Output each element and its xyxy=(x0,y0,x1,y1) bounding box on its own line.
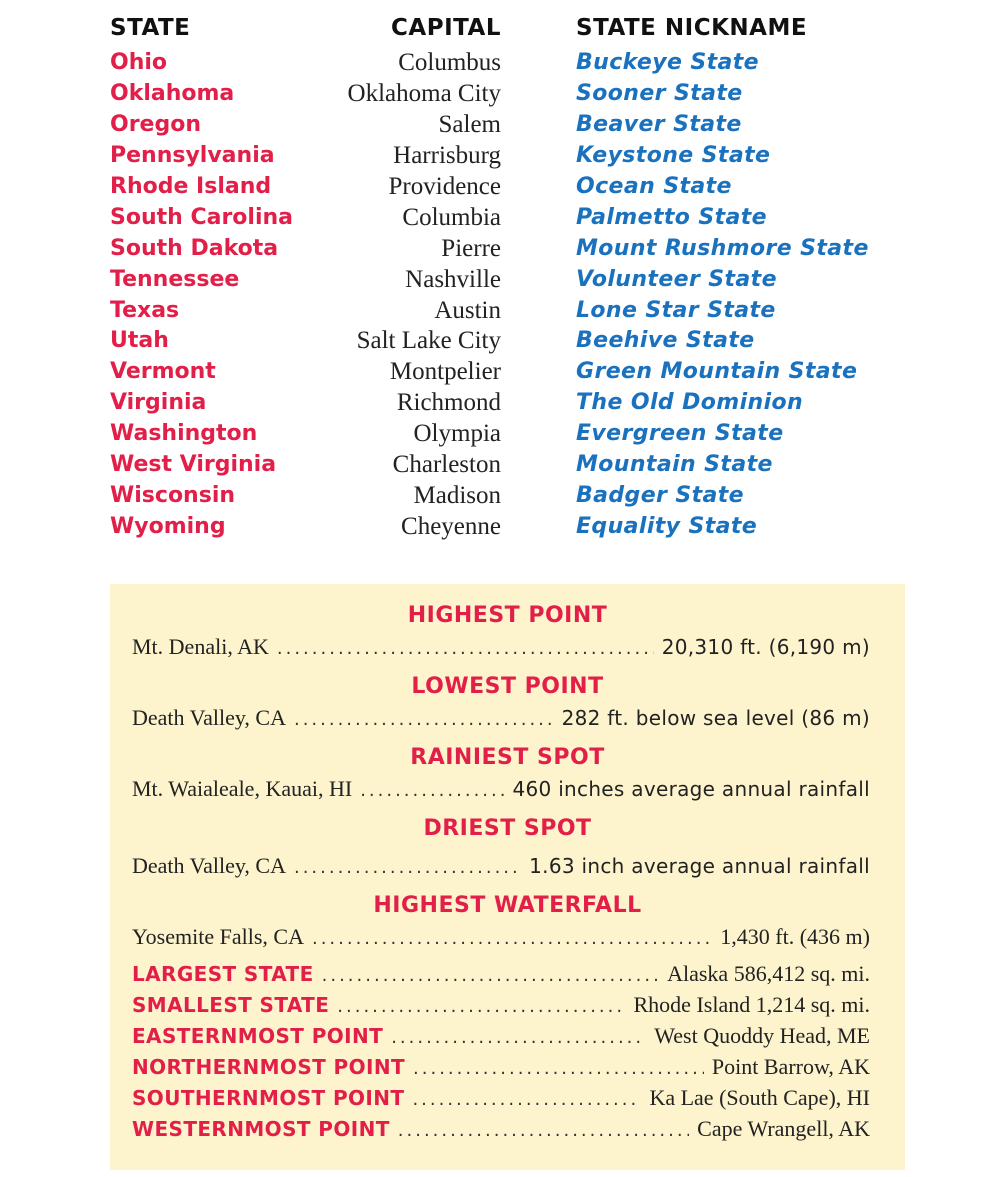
state-capital: Madison xyxy=(413,482,501,510)
largest-state-value: Alaska 586,412 sq. mi. xyxy=(667,961,870,986)
northernmost-point-value: Point Barrow, AK xyxy=(711,1054,870,1079)
state-capital: Columbus xyxy=(398,49,501,76)
rainiest-spot-value: 460 inches average annual rainfall xyxy=(512,777,870,801)
state-name: Vermont xyxy=(110,359,216,385)
highest-waterfall-place: Yosemite Falls, CA xyxy=(132,924,304,949)
state-capital: Oklahoma City xyxy=(347,79,501,107)
table-row xyxy=(0,356,1000,387)
table-row xyxy=(0,449,1000,480)
highest-point-line xyxy=(132,634,870,664)
state-nickname: Lone Star State xyxy=(576,297,776,323)
highest-point-title: HIGHEST POINT xyxy=(407,603,608,628)
driest-spot-title: DRIEST SPOT xyxy=(423,816,592,841)
table-row xyxy=(0,387,1000,418)
state-name: Oregon xyxy=(110,111,201,137)
state-name: Ohio xyxy=(110,50,168,75)
state-nickname: Ocean State xyxy=(576,173,732,199)
rainiest-spot-line xyxy=(132,776,870,806)
westernmost-point-line xyxy=(132,1116,870,1146)
state-capital: Nashville xyxy=(405,265,501,293)
table-row xyxy=(0,109,1000,140)
dot-leader xyxy=(312,924,712,954)
state-capital: Austin xyxy=(434,296,501,324)
table-row xyxy=(0,295,1000,326)
dot-leader xyxy=(337,992,625,1022)
rainiest-spot-title: RAINIEST SPOT xyxy=(410,745,605,770)
dot-leader xyxy=(277,634,654,664)
table-row xyxy=(0,140,1000,171)
state-capital: Olympia xyxy=(413,420,501,448)
table-row xyxy=(0,78,1000,109)
dot-leader xyxy=(322,961,659,991)
driest-spot-value: 1.63 inch average annual rainfall xyxy=(529,854,870,878)
state-table xyxy=(0,47,1000,542)
dot-leader xyxy=(391,1023,646,1053)
largest-state-line xyxy=(132,961,870,991)
state-capital: Providence xyxy=(388,172,501,200)
state-name: Utah xyxy=(110,328,169,354)
state-nickname: Green Mountain State xyxy=(576,359,858,385)
lowest-point-value: 282 ft. below sea level (86 m) xyxy=(561,706,870,730)
northernmost-point-label: NORTHERNMOST POINT xyxy=(132,1055,406,1079)
driest-spot-place: Death Valley, CA xyxy=(132,853,286,878)
smallest-state-line xyxy=(132,992,870,1022)
table-row xyxy=(0,47,1000,78)
state-name: Oklahoma xyxy=(110,80,235,106)
state-name: South Dakota xyxy=(110,235,279,261)
state-name: Rhode Island xyxy=(110,173,272,199)
state-capital: Harrisburg xyxy=(393,141,501,169)
header-state: STATE xyxy=(110,15,191,41)
largest-state-label: LARGEST STATE xyxy=(132,962,314,986)
driest-spot-line xyxy=(132,853,870,883)
state-nickname: Buckeye State xyxy=(576,50,760,75)
state-name: South Carolina xyxy=(110,204,294,230)
dot-leader xyxy=(294,853,521,883)
state-nickname: Sooner State xyxy=(576,80,743,106)
table-row xyxy=(0,511,1000,542)
state-name: West Virginia xyxy=(110,452,277,478)
state-name: Tennessee xyxy=(110,266,240,292)
state-nickname: Keystone State xyxy=(576,142,771,168)
easternmost-point-label: EASTERNMOST POINT xyxy=(132,1024,384,1048)
highest-waterfall-title: HIGHEST WATERFALL xyxy=(373,893,642,918)
smallest-state-label: SMALLEST STATE xyxy=(132,993,330,1017)
dot-leader xyxy=(360,776,504,806)
state-nickname: Badger State xyxy=(576,483,744,509)
highest-waterfall-value: 1,430 ft. (436 m) xyxy=(720,924,870,949)
dot-leader xyxy=(412,1085,641,1115)
table-header xyxy=(0,12,1000,44)
easternmost-point-value: West Quoddy Head, ME xyxy=(654,1023,870,1048)
southernmost-point-value: Ka Lae (South Cape), HI xyxy=(649,1085,870,1110)
state-nickname: Beehive State xyxy=(576,328,755,354)
smallest-state-value: Rhode Island 1,214 sq. mi. xyxy=(633,992,870,1017)
state-name: Texas xyxy=(110,297,180,323)
state-nickname: Evergreen State xyxy=(576,421,784,447)
state-nickname: Beaver State xyxy=(576,111,742,137)
highest-waterfall-line xyxy=(132,924,870,954)
southernmost-point-label: SOUTHERNMOST POINT xyxy=(132,1086,405,1110)
highest-point-value: 20,310 ft. (6,190 m) xyxy=(661,635,870,659)
state-capital: Columbia xyxy=(402,203,501,231)
table-row xyxy=(0,418,1000,449)
table-row xyxy=(0,233,1000,264)
westernmost-point-label: WESTERNMOST POINT xyxy=(132,1117,390,1141)
lowest-point-line xyxy=(132,705,870,735)
header-capital: CAPITAL xyxy=(391,15,501,41)
state-nickname: Mountain State xyxy=(576,452,773,478)
state-name: Pennsylvania xyxy=(110,142,275,168)
state-capital: Montpelier xyxy=(389,358,501,386)
state-capital: Cheyenne xyxy=(401,513,501,541)
westernmost-point-value: Cape Wrangell, AK xyxy=(697,1116,870,1141)
easternmost-point-line xyxy=(132,1023,870,1053)
state-nickname: Volunteer State xyxy=(576,266,777,292)
table-row xyxy=(0,325,1000,356)
rainiest-spot-place: Mt. Waialeale, Kauai, HI xyxy=(132,776,353,801)
table-row xyxy=(0,480,1000,511)
state-capital: Richmond xyxy=(396,389,501,417)
table-row xyxy=(0,202,1000,233)
state-nickname: Palmetto State xyxy=(576,204,767,230)
state-capital: Salem xyxy=(438,110,501,138)
state-capital: Salt Lake City xyxy=(356,327,501,355)
dot-leader xyxy=(398,1116,689,1146)
state-name: Wyoming xyxy=(110,514,226,540)
northernmost-point-line xyxy=(132,1054,870,1084)
state-name: Virginia xyxy=(110,390,207,416)
state-name: Wisconsin xyxy=(110,483,236,509)
geography-facts-box xyxy=(110,584,905,1170)
state-capital: Pierre xyxy=(441,234,501,262)
table-row xyxy=(0,264,1000,295)
southernmost-point-line xyxy=(132,1085,870,1115)
header-nickname: STATE NICKNAME xyxy=(576,15,808,41)
state-nickname: Mount Rushmore State xyxy=(576,235,869,261)
state-capital: Charleston xyxy=(392,451,501,479)
state-nickname: The Old Dominion xyxy=(576,390,804,416)
table-row xyxy=(0,171,1000,202)
highest-point-place: Mt. Denali, AK xyxy=(132,634,269,659)
lowest-point-place: Death Valley, CA xyxy=(132,705,286,730)
dot-leader xyxy=(294,705,554,735)
state-name: Washington xyxy=(110,421,258,447)
state-nickname: Equality State xyxy=(576,514,758,540)
lowest-point-title: LOWEST POINT xyxy=(411,674,604,699)
dot-leader xyxy=(413,1054,704,1084)
